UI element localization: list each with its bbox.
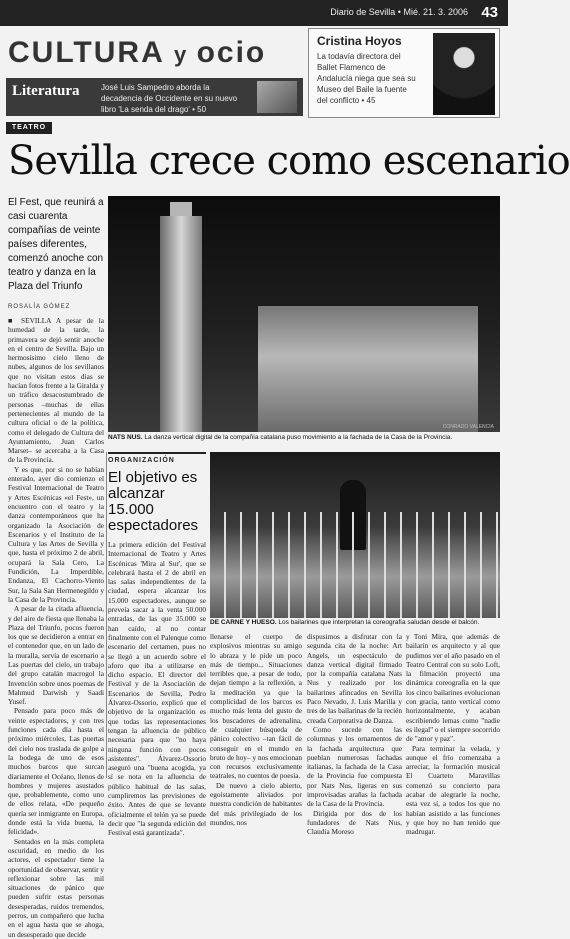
article-column-1 <box>8 316 104 939</box>
column-1-paragraph: Pensado para poco más de veinte espectadores, y con tres funciones cada día hasta el próximo miércoles, Las puertas del cielo nos traslada de golpe a la bodega de uno de esos muchos barcos que surcan diariamente el Océano, llenos de hombres y mujeres asustados que, probablemente, como uno de ellos relata, «De pequeño quería ser inmigrante en Europa, donde está la vida buena, la felicidad». <box>8 706 104 837</box>
article-byline: ROSALÍA GÓMEZ <box>8 304 71 310</box>
organizacion-sidebar <box>108 452 206 838</box>
hoyos-photo <box>433 33 495 115</box>
promo-name: Cristina Hoyos <box>317 34 402 48</box>
section-kicker: TEATRO <box>6 122 52 134</box>
article-subhead: El Fest, que reunirá a casi cuarenta compañías de veinte países diferentes, comenzó anoche con teatro y danza en la Plaza del Triunfo <box>8 197 104 292</box>
casa-provincia-facade <box>258 306 478 432</box>
article-column-5 <box>406 632 500 837</box>
sidebar-label: ORGANIZACIÓN <box>108 452 206 464</box>
newspaper-date: Diario de Sevilla • Mié. 21. 3. 2006 <box>330 7 468 17</box>
page-header-bar <box>0 0 508 26</box>
main-caption-lead: NATS NUS. <box>108 434 143 441</box>
column-4-paragraph: dispusimos a disfrutar con la segunda cita de la noche: Art Angels, un espectáculo de danza vertical digital firmado por la compañía catalana Nats Nus y realizado por los bailarines afincados en Sevilla Paco Nevado, J. Luis Marilla y tres de las bailarinas de la recién creada Corporativa de Danza. <box>307 632 402 725</box>
literatura-label: Literatura <box>12 83 80 99</box>
page-number: 43 <box>481 4 498 21</box>
sampedro-photo <box>257 81 297 113</box>
column-1-paragraph: A pesar de la citada afluencia, y del aire de fiesta que llenaba la Plaza del Triunfo, pocos fueron los que se decidieron a entrar en el contenedor que, en un lado de la muralla, servía de escenario a Las puertas del cielo, un trabajo del grupo catalán macrogol la Invención sobre unos poemas de Mahmud Darwish y Saadi Yusef. <box>8 604 104 707</box>
column-4-paragraph: Dirigida por dos de los fundadores de Nats Nus, Claudia Moreso <box>307 808 402 837</box>
second-caption-lead: DE CARNE Y HUESO. <box>210 619 277 626</box>
section-title-tail: ocio <box>196 36 267 69</box>
column-3-paragraph: llenarse el cuerpo de explosivos mientras su amigo lo abraza y le pide un poco más de tiempo... Situaciones terribles que, a pesar de todo, dejan tiempo a la reflexión, a la meditación ya que la complicidad de los barcos es mucho más lenta del gusto de los buscadores de adrenalina, de cualquier búsqueda de pánico colectivo –tan fácil de conseguir en el mundo en bruto de hoy– y nos emocionan con recursos exclusivamente teatrales, no cuentos de poesía. <box>210 632 302 781</box>
second-photo-caption <box>210 619 500 626</box>
column-3-paragraph: De nuevo a cielo abierto, egoístamente aliviados por nuestra condición de habitantes del más privilegiado de los mundos, nos <box>210 780 302 827</box>
giralda-photo <box>108 196 500 432</box>
sidebar-title: El objetivo es alcanzar 15.000 espectadores <box>108 469 199 534</box>
column-4-paragraph: Como sucede con las columnas y los ornamentos de la fachada arquitectura que pueblan numerosas fachadas italianas, la fachada de la Casa de la Provincia fue compuesta por Nats Nus, ligeras en sus improvisadas arañas la fachada de la Casa de la Provincia. <box>307 724 402 809</box>
balcony-railing <box>210 512 500 618</box>
section-title <box>8 36 266 70</box>
column-divider <box>106 452 107 778</box>
balcony-dancers-photo <box>210 452 500 618</box>
literatura-teaser[interactable] <box>6 78 303 116</box>
article-headline: Sevilla crece como escenario <box>8 138 570 184</box>
main-photo-caption <box>108 434 500 441</box>
hoyos-promo[interactable] <box>308 28 500 118</box>
main-caption-text: La danza vertical digital de la compañía catalana puso movimiento a la fachada de la Casa de la Provincia. <box>144 434 453 441</box>
column-5-paragraph: y Toni Mira, que además de bailarín es arquitecto y al que pudimos ver el año pasado en el Teatro Central con su solo Loft, la filmación proyectó una dinámica coreografía en la que los cinco bailarines evolucionan con gracia, tanto vertical como horizontalmente, y acaban escribiendo lemas como "nadie es ilegal" o el siempre socorrido de "amor y paz". <box>406 632 500 744</box>
photo-credit: CONRADO VALENCIA <box>442 424 494 430</box>
column-1-paragraph: Sentados en la más completa oscuridad, en medio de los actores, el espectador tiene la oportunidad de observar, sentir y reflexionar sobre las mil situaciones de pánico que pueden sufrir estas personas desesperadas, ruidos tremendos, perros, un compañero que lucha en el agua hasta que se ahoga, un desesperado que decide <box>8 836 104 939</box>
second-caption-text: Los bailarines que interpretan la coreografía saludan desde el balcón. <box>278 619 480 626</box>
literatura-text: José Luis Sampedro aborda la decadencia de Occidente en su nuevo libro 'La senda del drago' • 50 <box>101 83 238 114</box>
promo-text: La todavía directora del Ballet Flamenco de Andalucía niega que sea su Museo del Baile la fuente del conflicto • 45 <box>317 52 416 105</box>
column-1-paragraph: Y es que, por si no se habían enterado, ayer dio comienzo el Festival Internacional de Teatro y Artes Escénicas «el Fest», un encuentro con el teatro y la danza contemporáneos que ha organizado la Asociación de Escenarios y el Instituto de la Cultura y las Artes de Sevilla y que, hasta el próximo 2 de abril, ocupará la Sala Cero, La Fundición, La Imperdible, Endanza, El Cachorro-Viento Sur, la Sala San Hermenegildo y la Casa de la Provincia. <box>8 464 104 604</box>
giralda-tower <box>160 216 202 432</box>
sidebar-body: La primera edición del Festival Internacional de Teatro y Artes Escénicas 'Mira al Sur', que se celebrará hasta el 2 de abril en las salas independientes de la ciudad, espera alcanzar los 15.000 espectadores, aunque se preveía sacar a la venta 50.000 entradas, de las que 35.000 se han caído, al no contar finalmente con el Palenque como escenario del certamen, pues no se llegó a un acuerdo sobre el aforo que iba a utilizarse en dicho espacio. El director del Festival y de la Asociación de Escenarios de Sevilla, Pedro Álvarez-Ossorio, explicó que el objetivo de la organización es que todas las representaciones tengan la afluencia de público necesaria para que "no haya ninguna función con pocos asistentes". Álvarez-Ossorio aseguró una "buena acogida, ya sí se nota en la afluencia de público habitual de las salas, cumpliremos las previsiones de éxito. Antes de que se levante oficialmente el telón ya se puede decir que "la segunda edición del Festival está garantizada". <box>108 540 206 838</box>
article-column-4 <box>307 632 402 837</box>
column-1-paragraph: ■ SEVILLA A pesar de la humedad de la tarde, la primavera se dejó sentir anoche en el centro de Sevilla. Bajo un hermosísimo cielo lleno de nubes, algunos de los sevillanos que no visitan estos días se hacían fotos frente a la Giralda y un tráfico desacostumbrado de personas –muchas de ellas pertenecientes al mundo de la cultura oficial o de la política, como el delegado de Cultura del Ayuntamiento, Juan Carlos Marset– se acercaba a la Casa de la Provincia. <box>8 316 104 465</box>
section-title-main: CULTURA <box>8 36 164 69</box>
section-header <box>6 28 303 76</box>
article-column-3 <box>210 632 302 827</box>
section-title-y: y <box>173 42 187 67</box>
column-5-paragraph: Para terminar la velada, y aunque el frío comenzaba a arreciar, la formación musical El Cuarteto Maravillas comenzó su concierto para acabar de alegrarle la noche, esta vez sí, a todos los que no habían asistido a las funciones y que hoy no han tenido que madrugar. <box>406 743 500 837</box>
